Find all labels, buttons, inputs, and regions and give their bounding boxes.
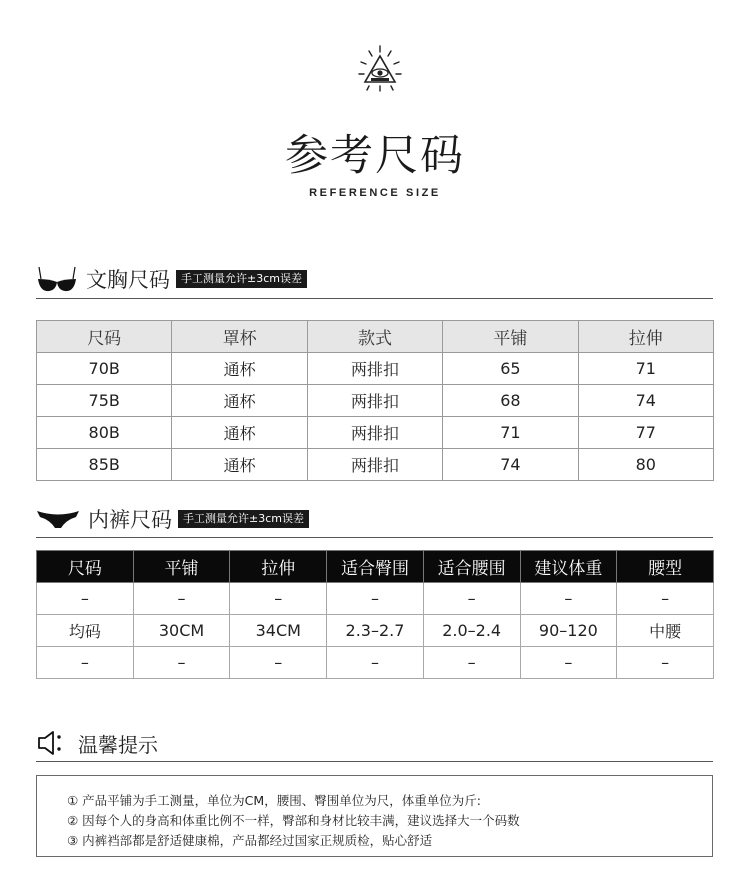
table-cell: –	[327, 583, 424, 615]
bra-section-title: 文胸尺码	[86, 268, 170, 292]
column-header: 尺码	[37, 551, 134, 583]
column-header: 适合臀围	[327, 551, 424, 583]
tip-item: ① 产品平铺为手工测量，单位为CM，腰围、臀围单位为尺，体重单位为斤:	[67, 793, 481, 808]
table-cell: –	[230, 583, 327, 615]
table-cell: –	[230, 647, 327, 679]
table-cell: 77	[578, 417, 713, 449]
table-cell: 两排扣	[307, 353, 442, 385]
table-cell: –	[37, 647, 134, 679]
eye-triangle-logo-icon	[355, 44, 405, 92]
column-header: 拉伸	[578, 321, 713, 353]
table-cell: 80B	[37, 417, 172, 449]
table-cell: –	[617, 647, 714, 679]
column-header: 罩杯	[172, 321, 307, 353]
table-row	[37, 353, 714, 385]
table-cell: 均码	[37, 615, 134, 647]
table-cell: –	[133, 583, 230, 615]
table-header-row	[37, 551, 714, 583]
table-cell: 74	[578, 385, 713, 417]
table-cell: 通杯	[172, 449, 307, 481]
panty-measure-badge: 手工测量允许±3cm误差	[178, 510, 309, 528]
bra-measure-badge: 手工测量允许±3cm误差	[176, 270, 307, 288]
column-header: 款式	[307, 321, 442, 353]
table-cell: 65	[443, 353, 578, 385]
table-cell: –	[37, 583, 134, 615]
table-cell: 两排扣	[307, 385, 442, 417]
table-row	[37, 417, 714, 449]
table-cell: 34CM	[230, 615, 327, 647]
table-header-row	[37, 321, 714, 353]
table-cell: 80	[578, 449, 713, 481]
table-cell: 74	[443, 449, 578, 481]
column-header: 适合腰围	[423, 551, 520, 583]
panty-size-table	[36, 550, 714, 679]
table-cell: –	[617, 583, 714, 615]
table-cell: –	[520, 647, 617, 679]
table-cell: 70B	[37, 353, 172, 385]
table-cell: –	[133, 647, 230, 679]
column-header: 平铺	[133, 551, 230, 583]
table-cell: 30CM	[133, 615, 230, 647]
tip-item: ③ 内裤裆部都是舒适健康棉，产品都经过国家正规质检，贴心舒适	[67, 833, 433, 848]
bra-section-header	[36, 262, 307, 296]
panty-section-header	[36, 502, 309, 536]
panty-icon	[36, 508, 80, 530]
table-row	[37, 583, 714, 615]
table-cell: 通杯	[172, 385, 307, 417]
table-cell: 71	[578, 353, 713, 385]
panty-section-divider	[36, 537, 713, 538]
table-cell: 2.0–2.4	[423, 615, 520, 647]
table-cell: 68	[443, 385, 578, 417]
table-row	[37, 647, 714, 679]
table-row	[37, 449, 714, 481]
column-header: 尺码	[37, 321, 172, 353]
table-cell: 通杯	[172, 417, 307, 449]
table-cell: –	[327, 647, 424, 679]
page-subtitle: REFERENCE SIZE	[309, 187, 441, 199]
table-cell: 中腰	[617, 615, 714, 647]
bra-section-divider	[36, 298, 713, 299]
table-cell: 两排扣	[307, 417, 442, 449]
bra-icon	[36, 265, 78, 293]
table-cell: 两排扣	[307, 449, 442, 481]
tip-item: ② 因每个人的身高和体重比例不一样，臀部和身材比较丰满，建议选择大一个码数	[67, 813, 520, 828]
table-cell: 通杯	[172, 353, 307, 385]
table-cell: –	[520, 583, 617, 615]
bra-size-table	[36, 320, 714, 481]
table-row	[37, 385, 714, 417]
tips-title: 温馨提示	[78, 732, 158, 757]
panty-section-title: 内裤尺码	[88, 508, 172, 532]
column-header: 建议体重	[520, 551, 617, 583]
column-header: 腰型	[617, 551, 714, 583]
table-row	[37, 615, 714, 647]
column-header: 拉伸	[230, 551, 327, 583]
table-cell: 2.3–2.7	[327, 615, 424, 647]
tips-divider	[36, 761, 713, 762]
tips-box	[36, 775, 713, 857]
tips-header	[36, 726, 158, 760]
table-cell: 75B	[37, 385, 172, 417]
table-cell: –	[423, 647, 520, 679]
column-header: 平铺	[443, 321, 578, 353]
table-cell: 90–120	[520, 615, 617, 647]
table-cell: 71	[443, 417, 578, 449]
table-cell: –	[423, 583, 520, 615]
speaker-icon	[36, 729, 68, 757]
page-title: 参考尺码	[285, 131, 465, 181]
table-cell: 85B	[37, 449, 172, 481]
